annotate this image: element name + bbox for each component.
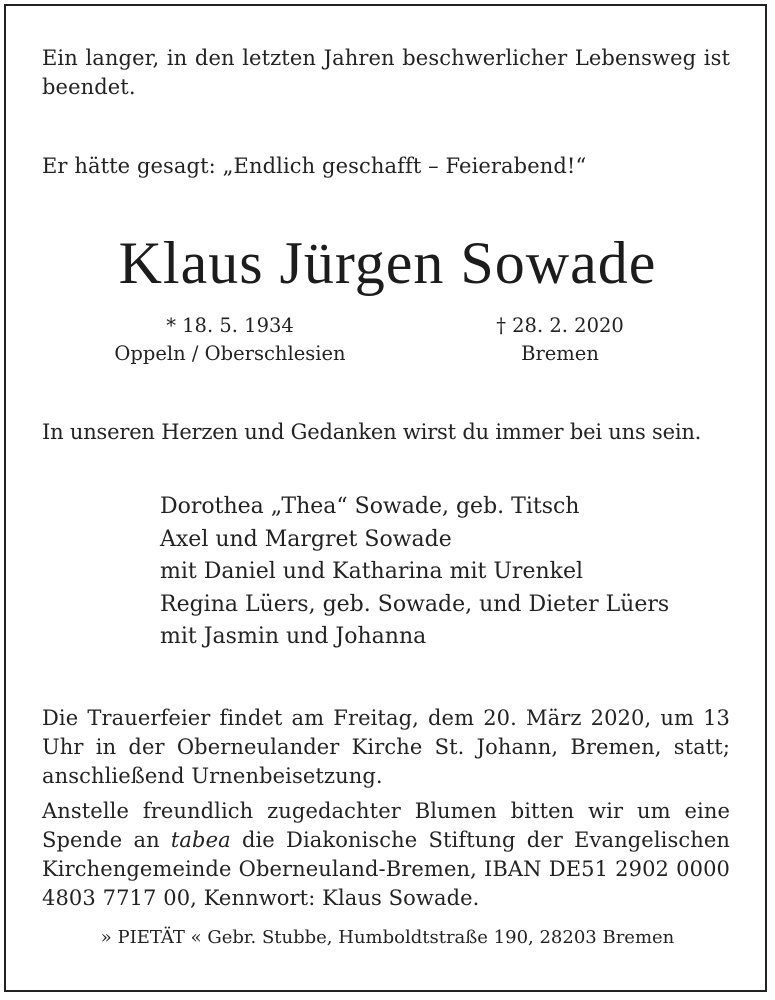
birth-info — [80, 312, 380, 368]
donation-tabea: tabea — [170, 828, 231, 852]
donation-text — [42, 797, 730, 913]
intro-paragraph: Ein langer, in den letzten Jahren beschwerlicher Lebensweg ist beendet. — [42, 46, 730, 99]
family-list — [160, 491, 740, 654]
quote-paragraph: Er hätte gesagt: „Endlich geschafft – Feierabend!“ — [42, 154, 587, 178]
death-place: Bremen — [521, 342, 599, 365]
birth-date: * 18. 5. 1934 — [166, 314, 294, 337]
deceased-name: Klaus Jürgen Sowade — [118, 230, 657, 296]
quote-text — [42, 152, 730, 181]
family-line: mit Daniel und Katharina mit Urenkel — [160, 559, 584, 584]
family-line: Axel und Margret Sowade — [160, 526, 452, 552]
family-line: mit Jasmin und Johanna — [160, 624, 427, 649]
service-paragraph: Die Trauerfeier findet am Freitag, dem 20. März 2020, um 13 Uhr in der Oberneulander Kirche St. Johann, Bremen, statt; anschließend Urnenbeisetzung. — [42, 706, 730, 788]
donation-after: die Diakonische Stiftung der Evangelischen Kirchengemeinde Oberneuland-Bremen, IBAN DE51 2902 0000 4803 7717 00, Kennwort: Klaus Sowade. — [42, 828, 730, 910]
service-text — [42, 704, 730, 791]
death-date: † 28. 2. 2020 — [496, 314, 624, 337]
family-line: Regina Lüers, geb. Sowade, und Dieter Lüers — [160, 591, 670, 617]
hearts-text — [42, 418, 730, 447]
hearts-paragraph: In unseren Herzen und Gedanken wirst du immer bei uns sein. — [42, 420, 702, 444]
family-line: Dorothea „Thea“ Sowade, geb. Titsch — [160, 494, 580, 519]
funeral-home-footer: » PIETÄT « Gebr. Stubbe, Humboldtstraße 190, 28203 Bremen — [100, 927, 675, 948]
death-info — [410, 312, 710, 368]
donation-paragraph — [42, 797, 730, 913]
birth-place: Oppeln / Oberschlesien — [114, 342, 346, 365]
donation-before: Anstelle freundlich zugedachter Blumen bitten wir um eine Spende an — [42, 799, 730, 852]
intro-text — [42, 44, 730, 102]
